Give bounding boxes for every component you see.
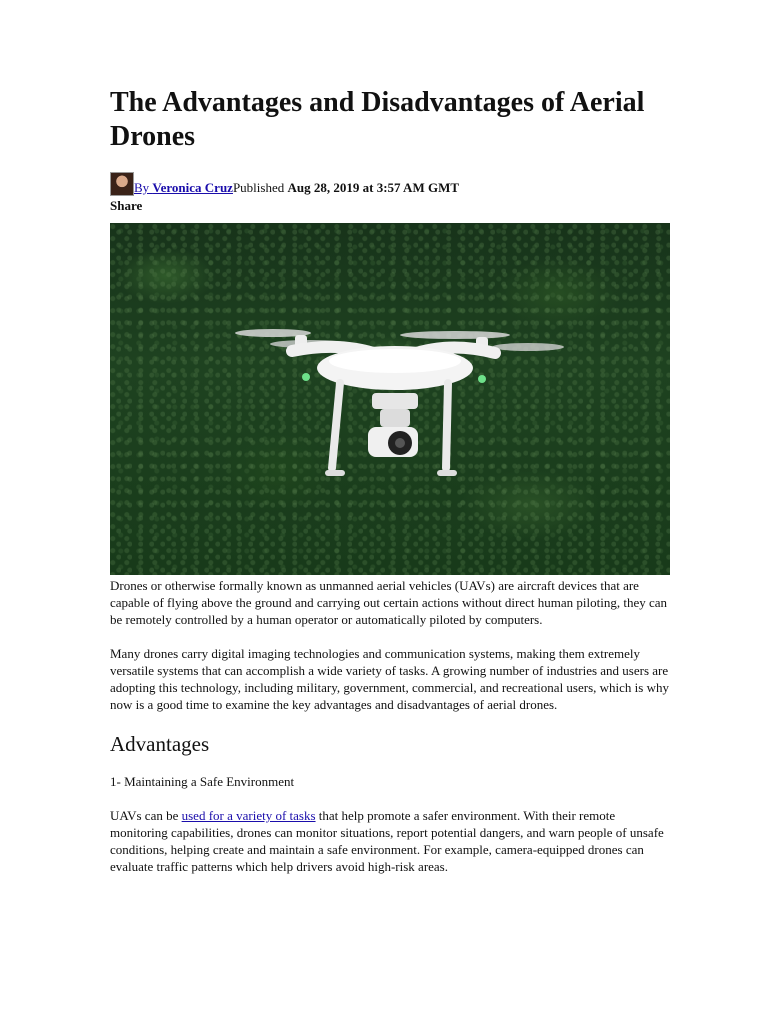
article-title: The Advantages and Disadvantages of Aerial Drones xyxy=(110,87,645,152)
led-right xyxy=(478,375,486,383)
author-link[interactable] xyxy=(134,179,233,196)
led-left xyxy=(302,373,310,381)
gimbal-mount xyxy=(372,393,418,409)
share-button[interactable]: Share xyxy=(110,198,143,213)
publish-date: Aug 28, 2019 at 3:57 AM GMT xyxy=(287,180,460,195)
gimbal-arm xyxy=(380,409,410,427)
advantage-paragraph xyxy=(110,807,670,875)
leg-left xyxy=(332,383,340,468)
leg-right xyxy=(446,383,448,468)
author-avatar[interactable] xyxy=(110,172,134,196)
variety-of-tasks-link[interactable]: used for a variety of tasks xyxy=(181,808,316,823)
propeller-right-rear xyxy=(492,343,564,351)
published-label: Published xyxy=(232,180,285,195)
text-before-link: UAVs can be xyxy=(110,808,182,823)
by-prefix: By xyxy=(134,180,153,195)
hero-image xyxy=(110,223,670,575)
context-paragraph: Many drones carry digital imaging technologies and communication systems, making them extremely versatile systems that can accomplish a wide variety of tasks. A growing number of industries and users are adopting this technology, including military, government, commercial, and recreational users, which is why now is a good time to examine the key advantages and disadvantages of aerial drones. xyxy=(110,646,669,712)
section-heading-advantages: Advantages xyxy=(110,732,210,756)
text-after-link: that help promote a safer environment. With their remote monitoring capabilities, drones can monitor situations, report potential dangers, and warn people of unsafe conditions, helping create and maintain a safe environment. For example, camera-equipped drones can evaluate traffic patterns which help drivers avoid high-risk areas. xyxy=(110,808,664,874)
advantage-item-title: 1- Maintaining a Safe Environment xyxy=(110,774,295,789)
drone-body-top xyxy=(329,349,461,373)
intro-paragraph: Drones or otherwise formally known as unmanned aerial vehicles (UAVs) are aircraft devices that are capable of flying above the ground and carrying out certain actions without direct human piloting, they can be remotely controlled by a human operator or automatically piloted by computers. xyxy=(110,578,668,627)
propeller-right-front xyxy=(400,331,510,339)
camera-lens-inner xyxy=(395,438,405,448)
article xyxy=(110,86,670,875)
drone-illustration xyxy=(110,223,670,575)
author-name: Veronica Cruz xyxy=(152,180,233,195)
byline xyxy=(110,172,670,196)
